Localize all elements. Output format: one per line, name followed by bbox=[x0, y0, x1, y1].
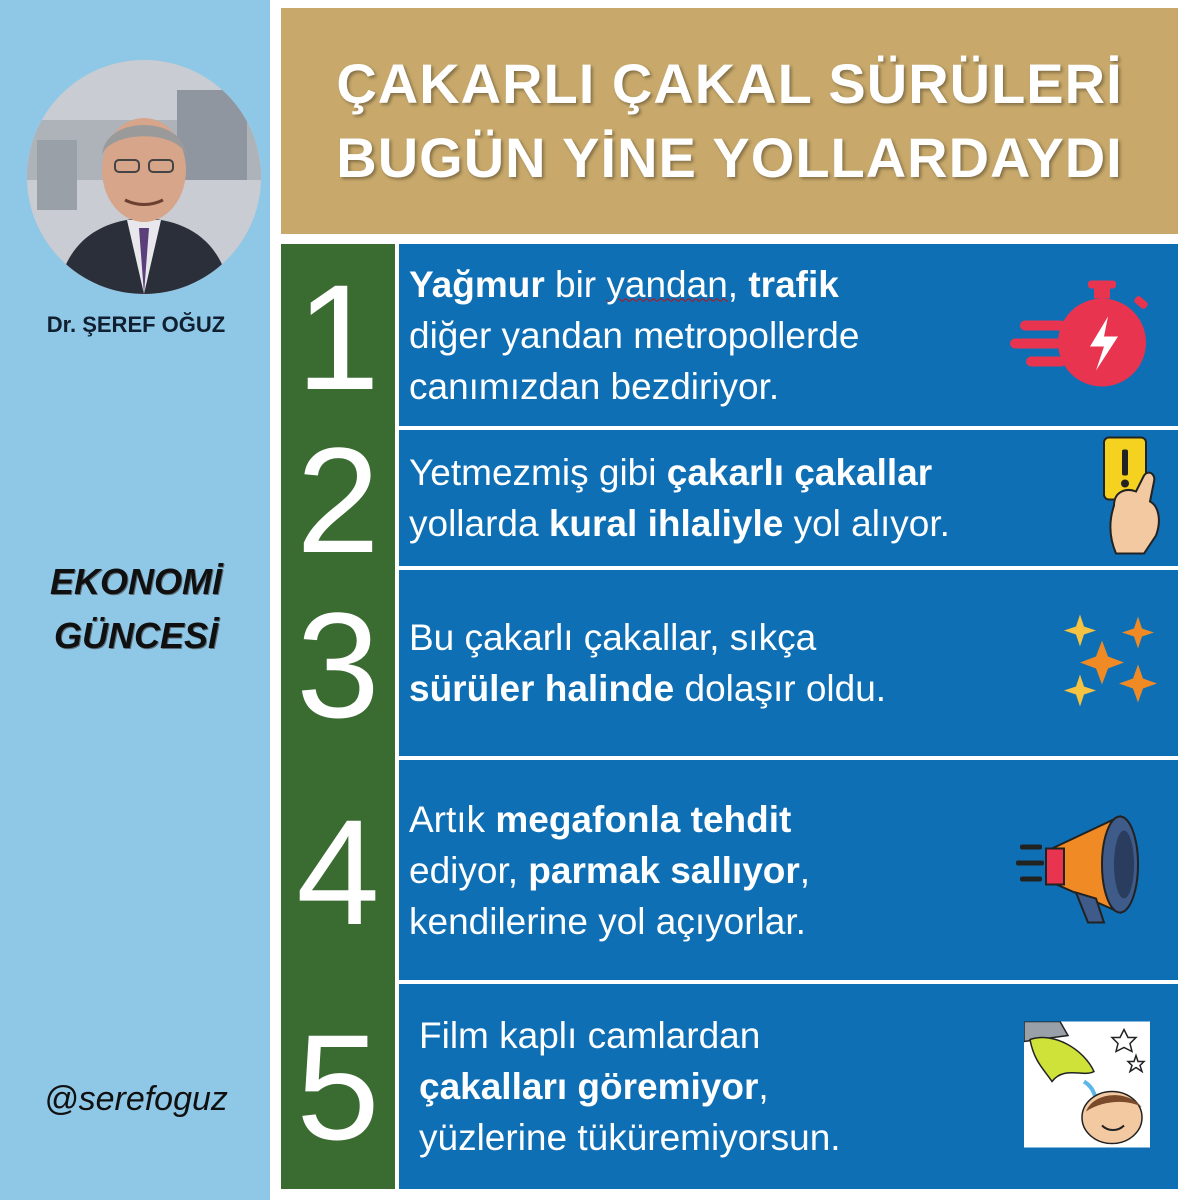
section-tag-line2: GÜNCESİ bbox=[53, 615, 219, 656]
item-number: 4 bbox=[296, 788, 380, 956]
item-text bbox=[409, 430, 1089, 566]
item-panel bbox=[395, 760, 1178, 984]
list-item bbox=[281, 760, 1178, 984]
list-item bbox=[281, 984, 1178, 1189]
divider bbox=[270, 0, 280, 1200]
title-line1: ÇAKARLI ÇAKAL SÜRÜLERİ bbox=[336, 52, 1123, 115]
item-line bbox=[409, 845, 1029, 896]
item-text-span: dolaşır oldu. bbox=[674, 668, 887, 709]
item-text-span: ediyor, bbox=[409, 849, 529, 891]
item-bold-text: Yağmur bbox=[409, 263, 545, 305]
item-line: yüzlerine tüküremiyorsun. bbox=[419, 1117, 841, 1158]
author-portrait-image bbox=[27, 60, 261, 294]
item-bold-text: parmak sallıyor bbox=[528, 849, 800, 891]
social-handle: @serefoguz bbox=[44, 1080, 228, 1118]
item-bold-text: çakarlı çakallar bbox=[666, 452, 933, 493]
title-banner bbox=[281, 8, 1178, 234]
item-line: Film kaplı camlardan bbox=[419, 1015, 761, 1056]
yellow-card-hand-icon bbox=[1096, 436, 1166, 561]
megaphone-icon bbox=[1016, 803, 1156, 938]
stopwatch-lightning-icon bbox=[1010, 273, 1160, 398]
item-panel bbox=[395, 984, 1178, 1189]
item-line: diğer yandan metropollerde bbox=[409, 314, 860, 356]
section-tag-line1: EKONOMİ bbox=[49, 561, 222, 602]
item-bold-text: trafik bbox=[748, 263, 839, 305]
item-line bbox=[409, 663, 1029, 714]
item-text-span: yollarda bbox=[409, 503, 549, 544]
item-line: canımızdan bezdiriyor. bbox=[409, 365, 780, 407]
section-tag bbox=[0, 555, 272, 663]
item-text-span: Yetmezmiş gibi bbox=[409, 452, 667, 493]
item-text bbox=[409, 244, 1029, 426]
item-bold-text: megafonla tehdit bbox=[495, 798, 792, 840]
item-number: 5 bbox=[296, 1002, 380, 1171]
item-number: 1 bbox=[296, 253, 380, 421]
sparkles-icon bbox=[1062, 613, 1158, 714]
item-panel bbox=[395, 244, 1178, 430]
item-text bbox=[409, 760, 1029, 980]
item-panel bbox=[395, 430, 1178, 570]
item-text-span: yol alıyor. bbox=[783, 503, 950, 544]
item-text bbox=[419, 984, 1039, 1189]
list-item bbox=[281, 244, 1178, 430]
item-number: 2 bbox=[296, 416, 380, 584]
item-line bbox=[409, 259, 1029, 310]
item-bold-text: çakalları göremiyor bbox=[419, 1066, 759, 1107]
item-text-span: bir bbox=[544, 263, 607, 305]
item-line: kendilerine yol açıyorlar. bbox=[409, 900, 806, 942]
item-text-span: , bbox=[799, 849, 811, 891]
item-bold-text: kural ihlaliyle bbox=[548, 503, 784, 544]
item-line bbox=[409, 447, 1089, 498]
item-bold-text: sürüler halinde bbox=[409, 668, 675, 709]
list-item bbox=[281, 416, 1178, 584]
item-panel bbox=[395, 570, 1178, 760]
list-item bbox=[281, 570, 1178, 760]
sidebar bbox=[0, 0, 272, 1200]
title-line2: BUGÜN YİNE YOLLARDAYDI bbox=[336, 126, 1123, 189]
item-text-span: yandan bbox=[606, 263, 728, 305]
item-text-span: Artık bbox=[409, 798, 496, 840]
item-number: 3 bbox=[296, 581, 380, 749]
author-photo bbox=[27, 60, 261, 294]
spitting-face-icon bbox=[1024, 1021, 1150, 1152]
item-text-span: , bbox=[758, 1066, 769, 1107]
item-line: Bu çakarlı çakallar, sıkça bbox=[409, 617, 817, 658]
item-line bbox=[409, 498, 1089, 549]
item-line bbox=[419, 1061, 1039, 1112]
item-text bbox=[409, 570, 1029, 756]
author-name: Dr. ŞEREF OĞUZ bbox=[46, 312, 226, 337]
item-text-span: , bbox=[727, 263, 749, 305]
item-line bbox=[409, 794, 1029, 845]
